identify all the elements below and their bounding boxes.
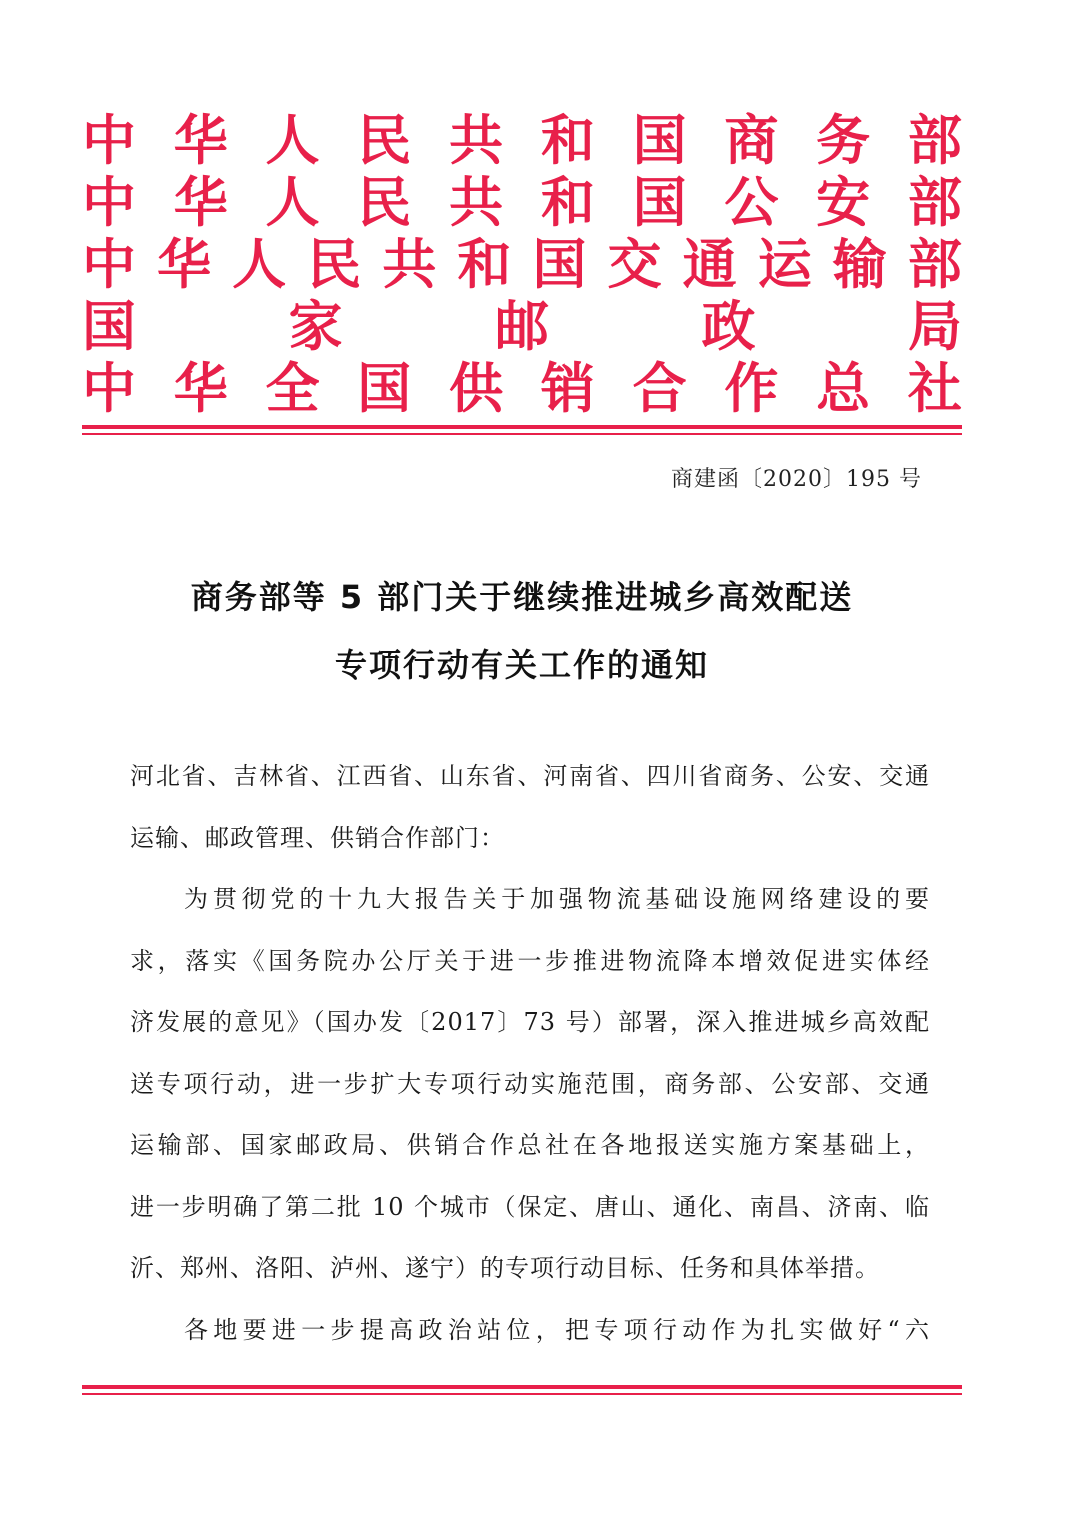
body-line: 进一步明确了第二批 10 个城市（保定、唐山、通化、南昌、济南、临 [130, 1192, 930, 1221]
masthead-char: 和 [540, 171, 595, 234]
body-line: 运输部、国家邮政局、供销合作总社在各地报送实施方案基础上， [130, 1131, 930, 1159]
document-title-line-1: 商务部等 5 部门关于继续推进城乡高效配送 [190, 578, 854, 616]
recipient-line: 河北省、吉林省、江西省、山东省、河南省、四川省商务、公安、交通 [130, 762, 930, 790]
masthead-char: 共 [382, 233, 437, 296]
body-line: 各地要进一步提高政治站位，把专项行动作为扎实做好“六 [184, 1315, 930, 1344]
masthead-char: 人 [265, 171, 320, 234]
masthead-char: 通 [682, 233, 737, 296]
masthead-char: 中 [82, 109, 136, 172]
document-number: 商建函〔2020〕195 号 [671, 467, 922, 492]
masthead-char: 全 [265, 357, 320, 420]
masthead-char: 中 [82, 233, 136, 296]
masthead-char: 社 [907, 357, 962, 420]
masthead-char: 政 [701, 295, 756, 358]
masthead-char: 人 [265, 109, 320, 172]
masthead-char: 销 [540, 357, 595, 420]
masthead-char: 共 [449, 171, 504, 234]
body-line: 送专项行动，进一步扩大专项行动实施范围，商务部、公安部、交通 [130, 1069, 930, 1098]
masthead-char: 安 [816, 171, 871, 234]
red-separator-thick [82, 425, 962, 429]
masthead-char: 务 [816, 109, 871, 172]
masthead-row [82, 234, 962, 296]
red-separator-thin [82, 1393, 962, 1395]
masthead-char: 民 [357, 109, 412, 172]
masthead-row [82, 358, 962, 420]
red-separator-thin [82, 433, 962, 435]
masthead-char: 中 [82, 171, 136, 234]
masthead-char: 商 [724, 109, 779, 172]
masthead-char: 国 [532, 233, 587, 296]
masthead-char: 中 [82, 357, 136, 420]
masthead-char: 家 [288, 295, 343, 358]
document-body [130, 756, 930, 1371]
masthead-char: 合 [632, 357, 687, 420]
body-line: 济发展的意见》（国办发〔2017〕73 号）部署，深入推进城乡高效配 [130, 1008, 930, 1036]
masthead-char: 人 [232, 233, 287, 296]
masthead-char: 国 [632, 109, 687, 172]
masthead-char: 供 [449, 357, 504, 420]
body-line: 求，落实《国务院办公厅关于进一步推进物流降本增效促进实体经 [130, 946, 930, 975]
masthead-char: 部 [907, 109, 962, 172]
masthead-char: 华 [173, 109, 228, 172]
masthead-char: 华 [157, 233, 212, 296]
masthead-char: 运 [757, 233, 812, 296]
masthead-char: 总 [816, 357, 871, 420]
document-title-line-2: 专项行动有关工作的通知 [334, 646, 709, 684]
masthead-char: 作 [724, 357, 779, 420]
masthead-char: 和 [540, 109, 595, 172]
body-line: 为贯彻党的十九大报告关于加强物流基础设施网络建设的要 [184, 885, 930, 913]
masthead-row [82, 172, 962, 234]
masthead-char: 民 [357, 171, 412, 234]
red-separator-thick [82, 1385, 962, 1389]
masthead-char: 邮 [495, 295, 549, 358]
masthead-char: 国 [632, 171, 687, 234]
masthead-char: 华 [173, 357, 228, 420]
masthead-char: 部 [907, 171, 962, 234]
masthead-row [82, 110, 962, 172]
masthead-char: 民 [307, 233, 362, 296]
red-masthead [82, 110, 962, 420]
masthead-char: 和 [457, 233, 512, 296]
masthead-char: 华 [173, 171, 228, 234]
masthead-char: 国 [82, 295, 136, 358]
masthead-char: 公 [724, 171, 779, 234]
masthead-row [82, 296, 962, 358]
masthead-char: 国 [357, 357, 412, 420]
masthead-char: 局 [908, 295, 962, 358]
masthead-char: 输 [832, 233, 887, 296]
body-line: 沂、郑州、洛阳、泸州、遂宁）的专项行动目标、任务和具体举措。 [130, 1254, 880, 1282]
masthead-char: 交 [607, 233, 662, 296]
recipient-line: 运输、邮政管理、供销合作部门： [130, 823, 505, 852]
masthead-char: 共 [449, 109, 504, 172]
masthead-char: 部 [907, 233, 962, 296]
